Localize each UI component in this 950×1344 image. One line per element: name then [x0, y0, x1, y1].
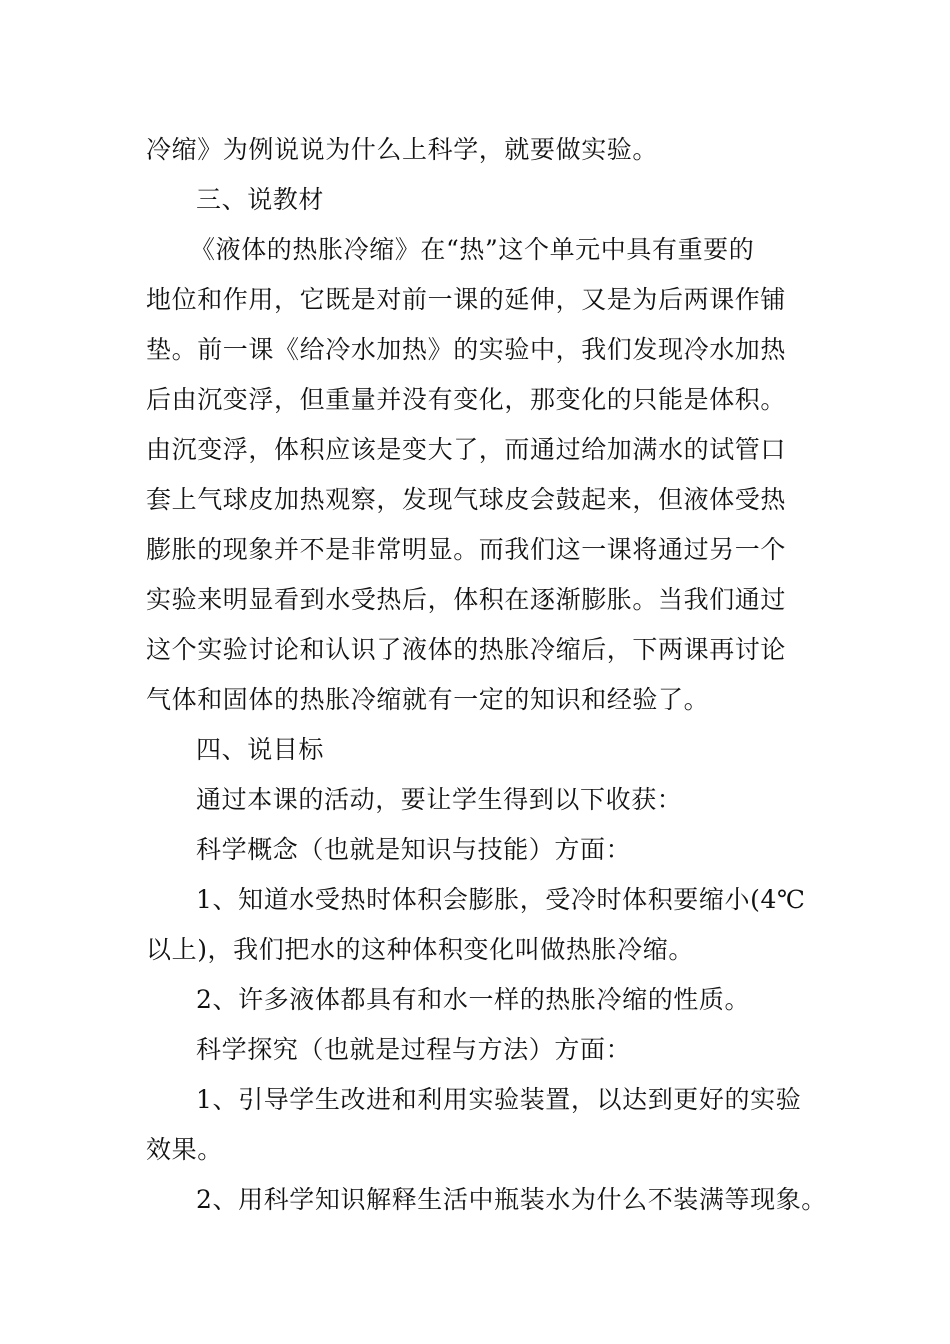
text-line: 地位和作用，它既是对前一课的延伸，又是为后两课作铺	[146, 285, 787, 314]
text-line: 实验来明显看到水受热后，体积在逐渐膨胀。当我们通过	[146, 585, 787, 614]
text-line: 以上)，我们把水的这种体积变化叫做热胀冷缩。	[146, 935, 694, 964]
section-heading: 四、说目标	[196, 735, 325, 764]
text-line: 膨胀的现象并不是非常明显。而我们这一课将通过另一个	[146, 535, 787, 564]
text-line: 《液体的热胀冷缩》在“热”这个单元中具有重要的	[190, 235, 755, 264]
text-line: 套上气球皮加热观察，发现气球皮会鼓起来，但液体受热	[146, 485, 787, 514]
text-line: 由沉变浮，体积应该是变大了，而通过给加满水的试管口	[146, 435, 787, 464]
text-line: 1、引导学生改进和利用实验装置，以达到更好的实验	[196, 1085, 802, 1114]
text-line: 后由沉变浮，但重量并没有变化，那变化的只能是体积。	[146, 385, 787, 414]
text-line: 效果。	[146, 1135, 223, 1164]
text-line: 科学概念（也就是知识与技能）方面：	[196, 835, 632, 864]
section-heading: 三、说教材	[196, 185, 325, 214]
text-line: 2、用科学知识解释生活中瓶装水为什么不装满等现象。	[196, 1185, 827, 1214]
text-line: 1、知道水受热时体积会膨胀，受冷时体积要缩小(4℃	[196, 885, 806, 914]
text-line: 这个实验讨论和认识了液体的热胀冷缩后，下两课再讨论	[146, 635, 787, 664]
text-line: 垫。前一课《给冷水加热》的实验中，我们发现冷水加热	[146, 335, 787, 364]
text-line: 冷缩》为例说说为什么上科学，就要做实验。	[146, 135, 659, 164]
text-line: 科学探究（也就是过程与方法）方面：	[196, 1035, 632, 1064]
text-line: 2、许多液体都具有和水一样的热胀冷缩的性质。	[196, 985, 751, 1014]
text-line: 气体和固体的热胀冷缩就有一定的知识和经验了。	[146, 685, 710, 714]
text-line: 通过本课的活动，要让学生得到以下收获：	[196, 785, 683, 814]
